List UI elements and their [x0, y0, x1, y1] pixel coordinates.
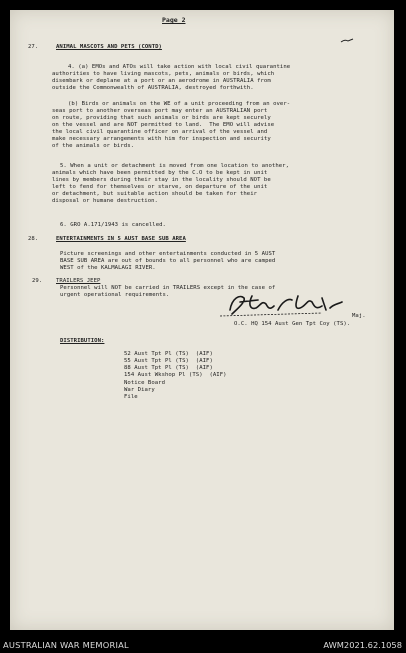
section-28-number: 28. — [28, 236, 39, 242]
accession-number: AWM2021.62.1058 — [323, 640, 402, 650]
handwritten-signature — [218, 288, 348, 322]
section-29-number: 29. — [32, 278, 43, 284]
section-27-number: 27. — [28, 44, 39, 50]
section-29-heading: TRAILERS JEEP — [56, 278, 101, 284]
page-header: Page 2 — [162, 16, 186, 24]
section-27-heading: ANIMAL MASCOTS AND PETS (CONTD) — [56, 44, 162, 50]
list-item: 154 Aust Wkshop Pl (TS) (AIF) — [124, 372, 227, 378]
list-item: War Diary — [124, 387, 155, 393]
institution-credit: AUSTRALIAN WAR MEMORIAL — [3, 640, 129, 650]
signature-title: O.C. HQ 154 Aust Gen Tpt Coy (TS). — [234, 321, 351, 327]
signature-rank: Maj. — [352, 313, 366, 319]
distribution-heading: DISTRIBUTION: — [60, 338, 105, 344]
section-27-para-6: 6. GRO A.171/1943 is cancelled. — [60, 222, 166, 228]
list-item: 88 Aust Tpt Pl (TS) (AIF) — [124, 365, 213, 371]
list-item: 55 Aust Tpt Pl (TS) (AIF) — [124, 358, 213, 364]
list-item: File — [124, 394, 138, 400]
section-28-heading: ENTERTAINMENTS IN 5 AUST BASE SUB AREA — [56, 236, 186, 242]
tick-mark-icon — [340, 38, 354, 44]
list-item: Notice Board — [124, 380, 166, 386]
footer-bar — [0, 636, 406, 653]
list-item: 52 Aust Tpt Pl (TS) (AIF) — [124, 351, 213, 357]
